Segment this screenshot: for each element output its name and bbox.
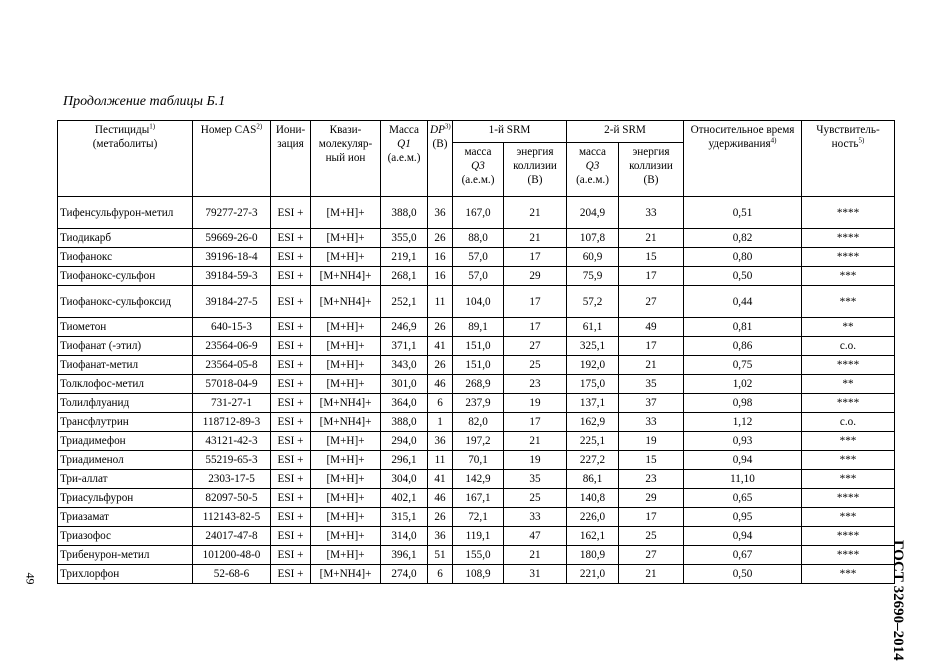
cell-name: Толилфлуанид (58, 394, 193, 413)
cell-dp: 16 (428, 248, 453, 267)
cell-m1: 151,0 (453, 337, 504, 356)
cell-cas: 39184-27-5 (193, 286, 271, 318)
cell-m2: 86,1 (567, 470, 619, 489)
cell-m2: 162,1 (567, 527, 619, 546)
cell-m2: 227,2 (567, 451, 619, 470)
cell-cas: 79277-27-3 (193, 197, 271, 229)
cell-quasi: [M+H]+ (311, 432, 381, 451)
cell-ion: ESI + (271, 337, 311, 356)
cell-rt: 0,81 (684, 318, 802, 337)
cell-ion: ESI + (271, 527, 311, 546)
cell-rt: 0,44 (684, 286, 802, 318)
header-dp: DP$^{3)}$ (В) (428, 121, 453, 197)
cell-e2: 17 (619, 508, 684, 527)
cell-m2: 325,1 (567, 337, 619, 356)
cell-dp: 41 (428, 337, 453, 356)
cell-cas: 640-15-3 (193, 318, 271, 337)
cell-ion: ESI + (271, 229, 311, 248)
cell-m1: 57,0 (453, 248, 504, 267)
cell-e2: 27 (619, 286, 684, 318)
cell-cas: 39196-18-4 (193, 248, 271, 267)
cell-m1: 167,1 (453, 489, 504, 508)
header-srm1: 1-й SRM (453, 121, 567, 143)
cell-name: Тифенсульфурон-метил (58, 197, 193, 229)
standard-label: ГОСТ 32690–2014 (890, 540, 906, 661)
cell-name: Толклофос-метил (58, 375, 193, 394)
cell-e2: 21 (619, 565, 684, 584)
cell-name: Трихлорфон (58, 565, 193, 584)
cell-m2: 61,1 (567, 318, 619, 337)
cell-sens: ** (802, 318, 895, 337)
cell-m1: 197,2 (453, 432, 504, 451)
cell-cas: 731-27-1 (193, 394, 271, 413)
cell-m1: 119,1 (453, 527, 504, 546)
cell-e1: 21 (504, 546, 567, 565)
cell-name: Тиометон (58, 318, 193, 337)
cell-name: Тиофанат-метил (58, 356, 193, 375)
cell-q1: 296,1 (381, 451, 428, 470)
header-ionization: Иони-зация (271, 121, 311, 197)
table-row (58, 394, 895, 413)
cell-dp: 6 (428, 394, 453, 413)
table-row (58, 248, 895, 267)
cell-name: Тиофанокс (58, 248, 193, 267)
cell-e1: 19 (504, 451, 567, 470)
cell-e2: 33 (619, 413, 684, 432)
cell-ion: ESI + (271, 565, 311, 584)
cell-ion: ESI + (271, 318, 311, 337)
cell-e1: 29 (504, 267, 567, 286)
cell-m2: 180,9 (567, 546, 619, 565)
cell-quasi: [M+H]+ (311, 318, 381, 337)
cell-m2: 204,9 (567, 197, 619, 229)
header-quasi-ion: Квази-молекуляр-ный ион (311, 121, 381, 197)
pesticide-table (57, 120, 895, 584)
table-row (58, 229, 895, 248)
cell-cas: 55219-65-3 (193, 451, 271, 470)
cell-q1: 219,1 (381, 248, 428, 267)
cell-e2: 35 (619, 375, 684, 394)
cell-name: Триасульфурон (58, 489, 193, 508)
cell-e2: 21 (619, 229, 684, 248)
cell-name: Трансфлутрин (58, 413, 193, 432)
cell-rt: 0,86 (684, 337, 802, 356)
cell-e2: 15 (619, 451, 684, 470)
cell-e1: 33 (504, 508, 567, 527)
cell-rt: 0,50 (684, 267, 802, 286)
cell-m1: 108,9 (453, 565, 504, 584)
cell-e2: 25 (619, 527, 684, 546)
cell-ion: ESI + (271, 451, 311, 470)
table-row (58, 267, 895, 286)
page-number: 49 (23, 572, 38, 585)
cell-e1: 17 (504, 286, 567, 318)
header-srm2-collision: энергия коллизии (В) (619, 143, 684, 197)
table-row (58, 565, 895, 584)
cell-m1: 57,0 (453, 267, 504, 286)
cell-quasi: [M+H]+ (311, 451, 381, 470)
cell-cas: 57018-04-9 (193, 375, 271, 394)
cell-quasi: [M+NH4]+ (311, 267, 381, 286)
cell-m2: 107,8 (567, 229, 619, 248)
cell-rt: 0,94 (684, 451, 802, 470)
cell-name: Триазофос (58, 527, 193, 546)
cell-sens: *** (802, 470, 895, 489)
cell-q1: 252,1 (381, 286, 428, 318)
cell-name: Триадименол (58, 451, 193, 470)
cell-e2: 33 (619, 197, 684, 229)
cell-ion: ESI + (271, 508, 311, 527)
cell-m1: 268,9 (453, 375, 504, 394)
cell-dp: 1 (428, 413, 453, 432)
cell-ion: ESI + (271, 267, 311, 286)
table-row (58, 318, 895, 337)
cell-sens: *** (802, 432, 895, 451)
cell-q1: 274,0 (381, 565, 428, 584)
cell-q1: 314,0 (381, 527, 428, 546)
cell-dp: 26 (428, 229, 453, 248)
cell-e1: 19 (504, 394, 567, 413)
cell-rt: 0,82 (684, 229, 802, 248)
cell-m2: 137,1 (567, 394, 619, 413)
cell-sens: *** (802, 286, 895, 318)
header-srm1-mass: масса Q3 (а.е.м.) (453, 143, 504, 197)
cell-ion: ESI + (271, 394, 311, 413)
cell-e2: 27 (619, 546, 684, 565)
cell-quasi: [M+H]+ (311, 229, 381, 248)
cell-ion: ESI + (271, 286, 311, 318)
cell-ion: ESI + (271, 248, 311, 267)
cell-e2: 17 (619, 267, 684, 286)
header-srm1-collision: энергия коллизии (В) (504, 143, 567, 197)
cell-dp: 16 (428, 267, 453, 286)
cell-q1: 402,1 (381, 489, 428, 508)
cell-m1: 155,0 (453, 546, 504, 565)
cell-ion: ESI + (271, 546, 311, 565)
cell-dp: 51 (428, 546, 453, 565)
cell-m1: 72,1 (453, 508, 504, 527)
cell-q1: 371,1 (381, 337, 428, 356)
cell-sens: ** (802, 375, 895, 394)
cell-e2: 21 (619, 356, 684, 375)
cell-rt: 0,95 (684, 508, 802, 527)
cell-sens: **** (802, 394, 895, 413)
cell-rt: 11,10 (684, 470, 802, 489)
cell-e1: 17 (504, 248, 567, 267)
cell-sens: *** (802, 565, 895, 584)
cell-e1: 21 (504, 432, 567, 451)
cell-rt: 0,75 (684, 356, 802, 375)
header-srm2-mass: масса Q3 (а.е.м.) (567, 143, 619, 197)
cell-e1: 17 (504, 413, 567, 432)
cell-name: Тиофанокс-сульфон (58, 267, 193, 286)
cell-q1: 304,0 (381, 470, 428, 489)
cell-q1: 364,0 (381, 394, 428, 413)
cell-e1: 31 (504, 565, 567, 584)
cell-quasi: [M+H]+ (311, 248, 381, 267)
cell-rt: 0,80 (684, 248, 802, 267)
cell-m2: 225,1 (567, 432, 619, 451)
cell-ion: ESI + (271, 470, 311, 489)
cell-dp: 36 (428, 432, 453, 451)
cell-sens: **** (802, 229, 895, 248)
table-row (58, 527, 895, 546)
cell-e1: 25 (504, 356, 567, 375)
cell-dp: 46 (428, 489, 453, 508)
cell-e2: 37 (619, 394, 684, 413)
cell-e1: 27 (504, 337, 567, 356)
cell-q1: 315,1 (381, 508, 428, 527)
cell-e2: 23 (619, 470, 684, 489)
table-row (58, 489, 895, 508)
cell-cas: 112143-82-5 (193, 508, 271, 527)
cell-ion: ESI + (271, 375, 311, 394)
cell-e2: 17 (619, 337, 684, 356)
cell-q1: 246,9 (381, 318, 428, 337)
cell-quasi: [M+NH4]+ (311, 413, 381, 432)
cell-name: Тиофанат (-этил) (58, 337, 193, 356)
cell-cas: 118712-89-3 (193, 413, 271, 432)
cell-ion: ESI + (271, 197, 311, 229)
table-row (58, 413, 895, 432)
cell-m2: 192,0 (567, 356, 619, 375)
cell-m2: 162,9 (567, 413, 619, 432)
cell-m1: 88,0 (453, 229, 504, 248)
cell-cas: 59669-26-0 (193, 229, 271, 248)
cell-rt: 0,98 (684, 394, 802, 413)
cell-q1: 388,0 (381, 413, 428, 432)
cell-e1: 21 (504, 197, 567, 229)
cell-quasi: [M+H]+ (311, 356, 381, 375)
cell-dp: 26 (428, 356, 453, 375)
table-row (58, 375, 895, 394)
cell-quasi: [M+H]+ (311, 375, 381, 394)
table-row (58, 470, 895, 489)
cell-quasi: [M+H]+ (311, 489, 381, 508)
cell-sens: *** (802, 267, 895, 286)
cell-cas: 23564-05-8 (193, 356, 271, 375)
cell-sens: **** (802, 356, 895, 375)
cell-cas: 43121-42-3 (193, 432, 271, 451)
cell-name: Тиодикарб (58, 229, 193, 248)
cell-m2: 175,0 (567, 375, 619, 394)
header-retention-time: Относительное время удерживания$^{4)}$ (684, 121, 802, 197)
cell-dp: 36 (428, 527, 453, 546)
cell-m1: 167,0 (453, 197, 504, 229)
cell-rt: 0,93 (684, 432, 802, 451)
cell-m1: 151,0 (453, 356, 504, 375)
cell-cas: 24017-47-8 (193, 527, 271, 546)
cell-quasi: [M+NH4]+ (311, 394, 381, 413)
table-caption: Продолжение таблицы Б.1 (63, 94, 226, 109)
cell-m1: 142,9 (453, 470, 504, 489)
table-row (58, 286, 895, 318)
cell-rt: 0,51 (684, 197, 802, 229)
cell-e2: 49 (619, 318, 684, 337)
cell-m2: 226,0 (567, 508, 619, 527)
cell-sens: с.о. (802, 413, 895, 432)
cell-m1: 104,0 (453, 286, 504, 318)
cell-rt: 0,94 (684, 527, 802, 546)
cell-sens: **** (802, 546, 895, 565)
cell-quasi: [M+H]+ (311, 470, 381, 489)
cell-dp: 36 (428, 197, 453, 229)
cell-q1: 355,0 (381, 229, 428, 248)
cell-quasi: [M+H]+ (311, 337, 381, 356)
cell-ion: ESI + (271, 356, 311, 375)
cell-e2: 15 (619, 248, 684, 267)
cell-rt: 0,67 (684, 546, 802, 565)
cell-e1: 25 (504, 489, 567, 508)
cell-m2: 140,8 (567, 489, 619, 508)
cell-cas: 82097-50-5 (193, 489, 271, 508)
header-cas: Номер CAS$^{2)}$ (193, 121, 271, 197)
cell-dp: 26 (428, 318, 453, 337)
cell-e1: 21 (504, 229, 567, 248)
cell-sens: **** (802, 197, 895, 229)
cell-rt: 1,02 (684, 375, 802, 394)
cell-m2: 60,9 (567, 248, 619, 267)
header-pesticide: Пестициды$^{1)}$ (метаболиты) (58, 121, 193, 197)
cell-e1: 23 (504, 375, 567, 394)
cell-ion: ESI + (271, 432, 311, 451)
cell-cas: 52-68-6 (193, 565, 271, 584)
cell-sens: **** (802, 248, 895, 267)
table-row (58, 197, 895, 229)
table-row (58, 546, 895, 565)
cell-dp: 41 (428, 470, 453, 489)
cell-sens: **** (802, 489, 895, 508)
cell-m2: 57,2 (567, 286, 619, 318)
cell-m2: 75,9 (567, 267, 619, 286)
cell-quasi: [M+H]+ (311, 546, 381, 565)
cell-dp: 26 (428, 508, 453, 527)
cell-dp: 11 (428, 451, 453, 470)
cell-ion: ESI + (271, 413, 311, 432)
cell-m1: 89,1 (453, 318, 504, 337)
cell-m1: 82,0 (453, 413, 504, 432)
cell-dp: 6 (428, 565, 453, 584)
cell-quasi: [M+H]+ (311, 197, 381, 229)
cell-e2: 29 (619, 489, 684, 508)
cell-name: Три-аллат (58, 470, 193, 489)
cell-sens: *** (802, 451, 895, 470)
header-srm2: 2-й SRM (567, 121, 684, 143)
cell-sens: **** (802, 527, 895, 546)
cell-q1: 268,1 (381, 267, 428, 286)
cell-e2: 19 (619, 432, 684, 451)
cell-cas: 2303-17-5 (193, 470, 271, 489)
header-sensitivity: Чувствитель-ность$^{5)}$ (802, 121, 895, 197)
cell-q1: 388,0 (381, 197, 428, 229)
cell-cas: 39184-59-3 (193, 267, 271, 286)
cell-q1: 396,1 (381, 546, 428, 565)
cell-q1: 343,0 (381, 356, 428, 375)
cell-e1: 35 (504, 470, 567, 489)
cell-quasi: [M+NH4]+ (311, 565, 381, 584)
table-row (58, 337, 895, 356)
cell-cas: 23564-06-9 (193, 337, 271, 356)
cell-rt: 1,12 (684, 413, 802, 432)
table-row (58, 356, 895, 375)
cell-m2: 221,0 (567, 565, 619, 584)
cell-dp: 11 (428, 286, 453, 318)
header-mass-q1: Масса Q1 (а.е.м.) (381, 121, 428, 197)
cell-quasi: [M+H]+ (311, 527, 381, 546)
cell-rt: 0,50 (684, 565, 802, 584)
cell-q1: 294,0 (381, 432, 428, 451)
table-row (58, 508, 895, 527)
cell-m1: 70,1 (453, 451, 504, 470)
cell-dp: 46 (428, 375, 453, 394)
cell-e1: 47 (504, 527, 567, 546)
cell-e1: 17 (504, 318, 567, 337)
cell-m1: 237,9 (453, 394, 504, 413)
cell-name: Тиофанокс-сульфоксид (58, 286, 193, 318)
table-row (58, 451, 895, 470)
cell-sens: *** (802, 508, 895, 527)
cell-rt: 0,65 (684, 489, 802, 508)
table-row (58, 432, 895, 451)
cell-name: Триадимефон (58, 432, 193, 451)
cell-name: Триазамат (58, 508, 193, 527)
cell-sens: с.о. (802, 337, 895, 356)
cell-name: Трибенурон-метил (58, 546, 193, 565)
cell-quasi: [M+NH4]+ (311, 286, 381, 318)
cell-q1: 301,0 (381, 375, 428, 394)
cell-cas: 101200-48-0 (193, 546, 271, 565)
cell-quasi: [M+H]+ (311, 508, 381, 527)
cell-ion: ESI + (271, 489, 311, 508)
